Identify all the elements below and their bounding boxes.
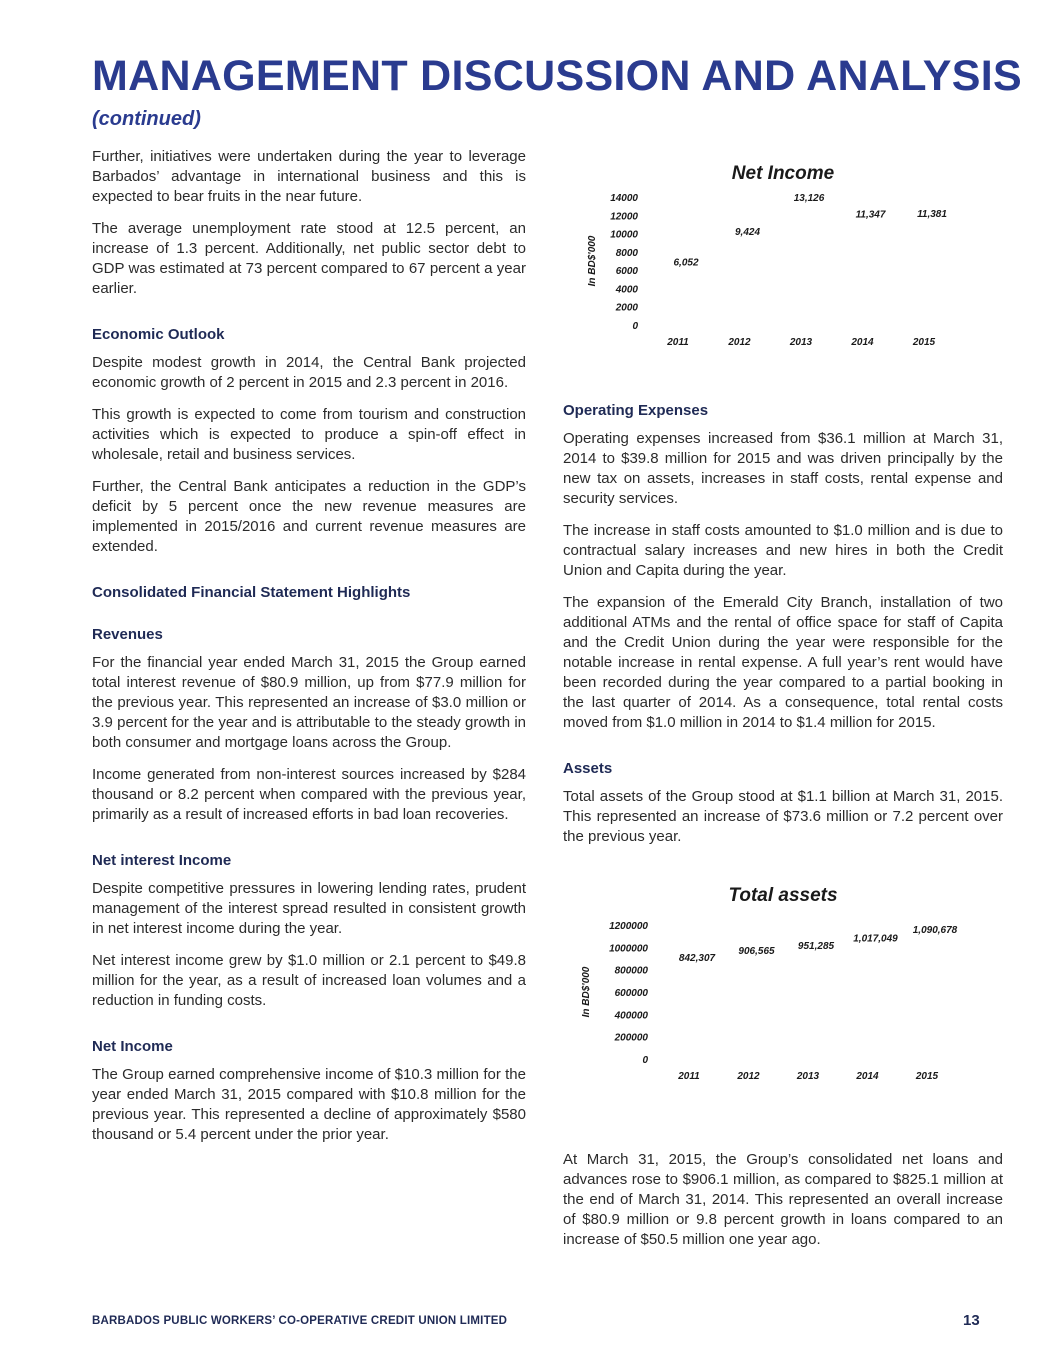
y-tick-label: 2000 — [615, 302, 638, 314]
chart-title: Total assets — [728, 885, 838, 906]
paragraph: The increase in staff costs amounted to $1.0 million and is due to contractual salary increases and new hires in both the Credit Union and Capita during the year. — [563, 522, 1003, 579]
y-tick-label: 14000 — [610, 193, 638, 204]
y-tick-label: 1200000 — [609, 921, 648, 932]
x-tick-label: 2012 — [728, 337, 751, 348]
y-axis-label: In BD$'000 — [587, 235, 598, 287]
paragraph: Operating expenses increased from $36.1 million at March 31, 2014 to $39.8 million for 2015 and was driven principally by the new tax on assets, increases in staff costs, rental expense and security services. — [563, 430, 1003, 507]
page-number: 13 — [963, 1312, 980, 1329]
total-assets-chart — [563, 859, 1003, 1124]
section-heading-economic-outlook: Economic Outlook — [92, 326, 225, 343]
x-tick-label: 2014 — [856, 1071, 879, 1082]
y-tick-label: 4000 — [615, 284, 638, 296]
y-tick-label: 0 — [642, 1055, 648, 1066]
x-tick-label: 2015 — [912, 337, 936, 348]
section-heading-highlights: Consolidated Financial Statement Highlights — [92, 584, 411, 601]
x-tick-label: 2012 — [737, 1071, 760, 1082]
paragraph: For the financial year ended March 31, 2015 the Group earned total interest revenue of $80.9 million, up from $77.9 million for the previous year. This represented an increase of $3.0 million or 3.9 percent for the year and is attributable to the steady growth in both consumer and mortgage loans across the Group. — [92, 654, 526, 751]
y-tick-label: 200000 — [614, 1032, 648, 1044]
section-heading-revenues: Revenues — [92, 626, 163, 643]
paragraph: At March 31, 2015, the Group’s consolidated net loans and advances rose to $906.1 million, as compared to $825.1 million at the end of March 31, 2014. This represented an overall increase of $80.9 million or 9.8 percent growth in loans compared to an increase of $50.5 million one year ago. — [563, 1151, 1003, 1248]
data-label: 6,052 — [673, 257, 699, 269]
paragraph: Despite modest growth in 2014, the Central Bank projected economic growth of 2 percent in 2015 and 2.3 percent in 2016. — [92, 354, 526, 391]
net-income-chart-svg — [563, 185, 1003, 375]
right-column — [563, 147, 1003, 1262]
paragraph: Net interest income grew by $1.0 million or 2.1 percent to $49.8 million for the year, as a result of increased loan volumes and a reduction in funding costs. — [92, 952, 526, 1009]
y-tick-label: 0 — [632, 321, 638, 332]
paragraph: Income generated from non-interest sources increased by $284 thousand or 8.2 percent when compared with the previous year, primarily as a result of increased efforts in bad loan recoveries. — [92, 766, 526, 823]
footer-organization: BARBADOS PUBLIC WORKERS’ CO-OPERATIVE CREDIT UNION LIMITED — [92, 1315, 508, 1327]
paragraph: Further, the Central Bank anticipates a reduction in the GDP’s deficit by 5 percent once the new revenue measures are implemented in 2015/2016 and current revenue measures are extended. — [92, 478, 526, 555]
paragraph: The expansion of the Emerald City Branch, installation of two additional ATMs and the rental of office space for staff of Capita and the Credit Union during the year were responsible for the notable increase in rental expense. A full year’s rent would have been recorded during the year compared to a partial booking in the last quarter of 2014. As a consequence, total rental costs moved from $1.0 million in 2014 to $1.4 million for 2015. — [563, 594, 1003, 731]
data-label: 11,347 — [855, 209, 886, 221]
y-tick-label: 6000 — [615, 266, 638, 278]
paragraph: The average unemployment rate stood at 12.5 percent, an increase of 1.3 percent. Additionally, net public sector debt to GDP was estimated at 73 percent compared to 67 percent a year earlier. — [92, 220, 526, 297]
x-tick-label: 2011 — [667, 337, 689, 348]
page-subtitle: (continued) — [92, 108, 201, 130]
section-heading-net-interest-income: Net interest Income — [92, 852, 232, 869]
x-tick-label: 2014 — [851, 337, 874, 348]
chart-title: Net Income — [731, 163, 835, 184]
data-label: 1,017,049 — [853, 933, 898, 945]
data-label: 906,565 — [738, 945, 775, 957]
total-assets-chart-svg — [563, 907, 1003, 1112]
y-tick-label: 800000 — [614, 965, 648, 977]
page-title: MANAGEMENT DISCUSSION AND ANALYSIS — [92, 52, 1022, 100]
y-tick-label: 10000 — [610, 229, 638, 241]
paragraph: This growth is expected to come from tourism and construction activities which is expected to produce a spin-off effect in wholesale, retail and business services. — [92, 406, 526, 463]
paragraph: Total assets of the Group stood at $1.1 billion at March 31, 2015. This represented an increase of $73.6 million or 7.2 percent over the previous year. — [563, 788, 1003, 845]
left-column — [92, 147, 526, 1157]
net-income-chart — [563, 147, 1003, 387]
x-tick-label: 2015 — [915, 1071, 939, 1082]
paragraph: The Group earned comprehensive income of $10.3 million for the year ended March 31, 2015 compared with $10.8 million for the previous year. This represented a decline of approximately $580 thousand or 5.4 percent under the prior year. — [92, 1066, 526, 1143]
y-axis-label: In BD$'000 — [581, 966, 592, 1018]
paragraph: Despite competitive pressures in lowering lending rates, prudent management of the interest spread resulted in consistent growth in net interest income during the year. — [92, 880, 526, 937]
y-tick-label: 400000 — [614, 1010, 648, 1022]
y-tick-label: 8000 — [615, 247, 638, 259]
y-tick-label: 12000 — [610, 211, 638, 223]
data-label: 842,307 — [678, 952, 716, 964]
section-heading-net-income: Net Income — [92, 1038, 173, 1055]
x-tick-label: 2011 — [678, 1071, 700, 1082]
x-tick-label: 2013 — [789, 337, 813, 348]
data-label: 13,126 — [793, 192, 825, 204]
data-label: 9,424 — [734, 226, 761, 238]
data-label: 1,090,678 — [912, 925, 958, 937]
x-tick-label: 2013 — [796, 1071, 820, 1082]
data-label: 951,285 — [797, 940, 835, 952]
data-label: 11,381 — [917, 208, 947, 220]
paragraph: Further, initiatives were undertaken during the year to leverage Barbados’ advantage in international business and this is expected to bear fruits in the near future. — [92, 148, 526, 205]
section-heading-operating-expenses: Operating Expenses — [563, 402, 709, 419]
y-tick-label: 1000000 — [609, 943, 648, 955]
section-heading-assets: Assets — [563, 760, 613, 777]
y-tick-label: 600000 — [614, 988, 648, 999]
